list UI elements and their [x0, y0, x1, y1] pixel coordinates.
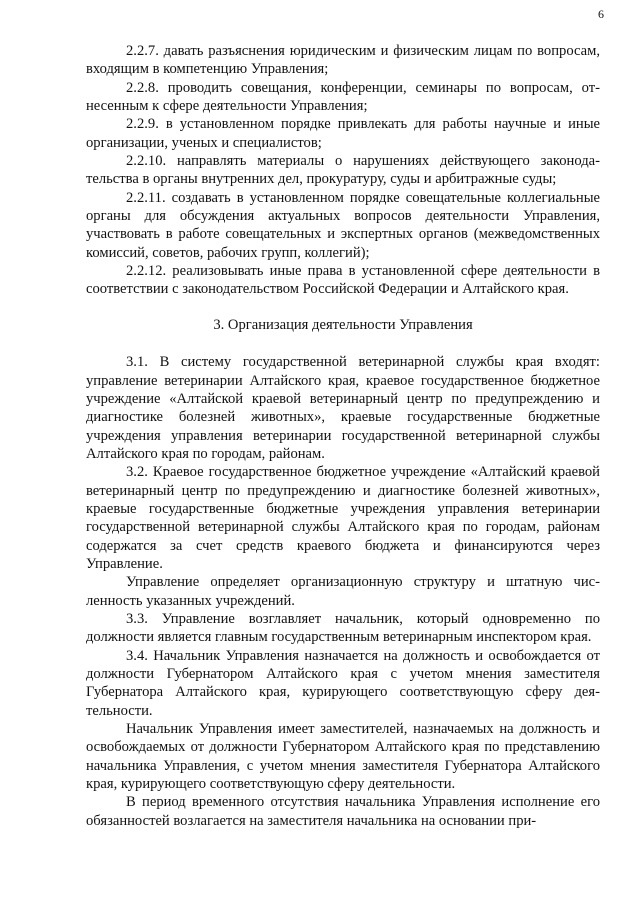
page-number: 6 — [598, 7, 604, 21]
paragraph-3-2: 3.2. Краевое государственное бюджетное учреждение «Алтайский краевой ветеринарный центр по предупреждению и диагностике болезней животных», краевые государственные бюджетные учреждения управления ветеринарии государственной ветеринарной службы Алтайского края по городам, районам содержатся за счет средств краевого бюджета и финансируются через Управление. — [86, 464, 600, 572]
paragraph-2-2-8: 2.2.8. проводить совещания, конференции, семинары по вопросам, отнесенным к сфере деятельности Управления; — [86, 79, 600, 115]
paragraph-3-3: 3.3. Управление возглавляет начальник, который одновременно по должности является главным государственным ветеринарным инспектором края. — [86, 610, 600, 646]
section-heading: 3. Организация деятельности Управления — [213, 316, 473, 333]
paragraph-2-2-9: 2.2.9. в установленном порядке привлекать для работы научные и иные организации, ученых и специалистов; — [86, 116, 600, 151]
paragraph-deputies: Начальник Управления имеет заместителей, назначаемых на должность и освобождаемых от должности Губернатором Алтайского края по представлению начальника Управления, с учетом мнения заместителя Губернатора Алтайского края, курирующего соответствующую сферу деятельности. — [86, 721, 600, 793]
paragraph-3-4: 3.4. Начальник Управления назначается на должность и освобождается от должности Губернатором Алтайского края с учетом мнения заместителя Губернатора Алтайского края, курирующего соответствующую сферу деятельности. — [86, 647, 600, 719]
document-body — [86, 42, 600, 830]
paragraph-2-2-10: 2.2.10. направлять материалы о нарушениях действующего законодательства в органы внутренних дел, прокуратуру, суды и арбитражные суды; — [86, 153, 600, 188]
paragraph-2-2-11: 2.2.11. создавать в установленном порядке совещательные коллегиальные органы для обсуждения актуальных вопросов деятельности Управления, участвовать в работе совещательных и экспертных органов (межведомственных комиссий, советов, рабочих групп, коллегий); — [86, 189, 600, 261]
paragraph-2-2-7: 2.2.7. давать разъяснения юридическим и физическим лицам по вопросам, входящим в компетенцию Управления; — [86, 43, 600, 78]
paragraph-2-2-12: 2.2.12. реализовывать иные права в установленной сфере деятельности в соответствии с законодательством Российской Федерации и Алтайского края. — [86, 263, 600, 298]
paragraph-absence: В период временного отсутствия начальника Управления исполнение его обязанностей возлагается на заместителя начальника на основании при- — [86, 794, 600, 829]
paragraph-3-1: 3.1. В систему государственной ветеринарной службы края входят: управление ветеринарии Алтайского края, краевое государственное бюджетное учреждение «Алтайской краевой ветеринарный центр по предупреждению и диагностике болезней животных», краевые государственные бюджетные учреждения управления ветеринарии государственной ветеринарной службы Алтайского края по городам, районам. — [86, 354, 600, 462]
paragraph-structure: Управление определяет организационную структуру и штатную численность указанных учреждений. — [86, 574, 600, 609]
